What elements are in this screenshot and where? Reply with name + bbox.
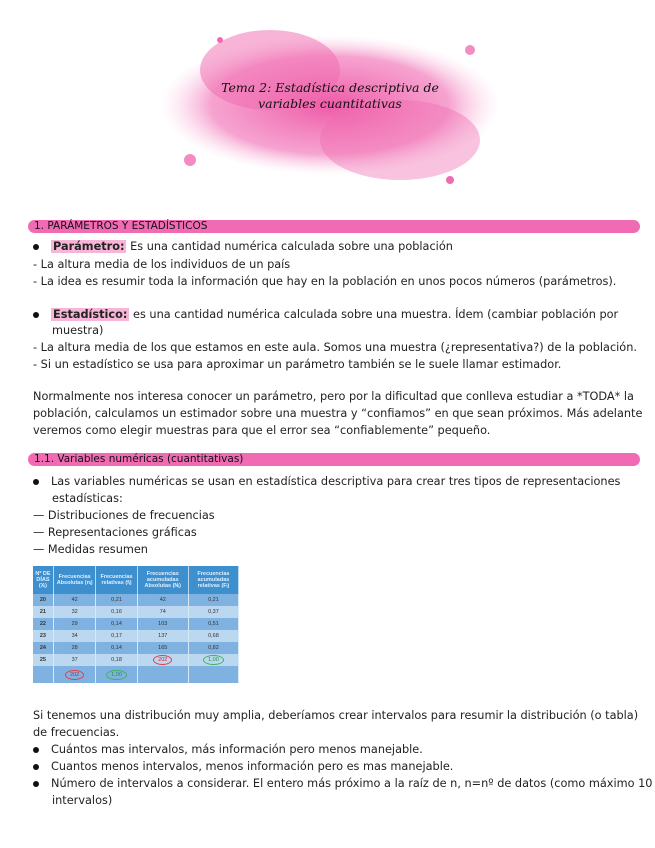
table-row: [33, 654, 239, 666]
bullet-icon: [33, 244, 39, 250]
table-cell: [188, 654, 238, 666]
header-cell: Frecuencias acumuladas Absolutas (Nᵢ): [137, 566, 188, 594]
document-title: [180, 80, 480, 112]
table-cell: 0,14: [96, 642, 137, 654]
bullet-icon: [33, 747, 39, 753]
table-cell: 0,51: [188, 618, 238, 630]
bullet-text: Cuantos menos intervalos, menos información pero es mas manejable.: [51, 760, 454, 773]
total-ni: 202: [65, 670, 84, 680]
text-line: - Si un estadístico se usa para aproximar un parámetro también se le suele llamar estimador.: [33, 358, 562, 371]
table-row: [33, 606, 239, 618]
section-heading-1-1: 1.1. Variables numéricas (cuantitativas): [28, 453, 640, 466]
bullet-parametro: [33, 240, 453, 253]
text-line: Si tenemos una distribución muy amplia, deberíamos crear intervalos para resumir la distribución (o tabla): [33, 709, 639, 722]
table-cell: 42: [137, 594, 188, 606]
table-cell: 74: [137, 606, 188, 618]
table-cell: 29: [53, 618, 96, 630]
table-row: [33, 642, 239, 654]
bullet-item: [33, 475, 620, 488]
header-cell: Frecuencias acumuladas relativas (Fᵢ): [188, 566, 238, 594]
text-line: — Distribuciones de frecuencias: [33, 509, 215, 522]
text-line: — Representaciones gráficas: [33, 526, 197, 539]
table-cell: 0,18: [96, 654, 137, 666]
bullet-text: Las variables numéricas se usan en estadística descriptiva para crear tres tipos de representaciones: [51, 475, 621, 488]
table-cell: 137: [137, 630, 188, 642]
table-cell: 32: [53, 606, 96, 618]
table-cell: 103: [137, 618, 188, 630]
table-cell: 25: [33, 654, 53, 666]
section-heading-1: 1. PARÁMETROS Y ESTADÍSTICOS: [28, 220, 640, 233]
text-line: población, calculamos un estimador sobre una muestra y “confiamos” en que sean próximos. Más adelante: [33, 407, 643, 420]
bullet-text: Número de intervalos a considerar. El entero más próximo a la raíz de n, n=nº de datos (como máximo 10: [51, 777, 653, 790]
bullet-item: [33, 777, 653, 790]
bullet-text: Cuántos mas intervalos, más información pero menos manejable.: [51, 743, 423, 756]
circled-value: 202: [153, 655, 172, 665]
total-fi: 1,00: [106, 670, 127, 680]
table-cell: 0,21: [188, 594, 238, 606]
term-estadistico: Estadístico:: [53, 308, 128, 321]
table-cell: 23: [33, 630, 53, 642]
bullet-item: [33, 743, 423, 756]
table-cell: 0,82: [188, 642, 238, 654]
text-line: intervalos): [52, 794, 113, 807]
table-cell: 0,16: [96, 606, 137, 618]
bullet-icon: [33, 764, 39, 770]
table-cell: 0,37: [188, 606, 238, 618]
text-line: Normalmente nos interesa conocer un parámetro, pero por la dificultad que conlleva estudiar a *TODA* la: [33, 390, 634, 403]
table-cell: 22: [33, 618, 53, 630]
table-cell: 21: [33, 606, 53, 618]
table-row: [33, 630, 239, 642]
text-line: estadísticas:: [52, 492, 123, 505]
header-cell: Frecuencias Absolutas (nᵢ): [53, 566, 96, 594]
header-cell: Frecuencias relativas (fᵢ): [96, 566, 137, 594]
text-line: de frecuencias.: [33, 726, 120, 739]
table-cell: 0,17: [96, 630, 137, 642]
table-header: [33, 566, 239, 594]
circled-value: 1,00: [203, 655, 224, 665]
text-line: - La altura media de los individuos de un país: [33, 258, 291, 271]
def-parametro: Es una cantidad numérica calculada sobre una población: [126, 240, 453, 253]
text-line: - La idea es resumir toda la información que hay en la población en unos pocos números (parámetros).: [33, 275, 617, 288]
table-cell: [137, 654, 188, 666]
bullet-icon: [33, 312, 39, 318]
table-cell: 28: [53, 642, 96, 654]
frequency-table: [33, 566, 239, 683]
term-parametro: Parámetro:: [53, 240, 125, 253]
text-line: — Medidas resumen: [33, 543, 148, 556]
text-line: veremos como elegir muestras para que el error sea “confiablemente” pequeño.: [33, 424, 491, 437]
text-line: muestra): [52, 324, 104, 337]
bullet-icon: [33, 781, 39, 787]
text-line: - La altura media de los que estamos en este aula. Somos una muestra (¿representativa?) de la población.: [33, 341, 637, 354]
table-cell: 0,68: [188, 630, 238, 642]
table-cell: 42: [53, 594, 96, 606]
table-cell: 0,21: [96, 594, 137, 606]
title-line-2: variables cuantitativas: [258, 96, 402, 111]
table-cell: 165: [137, 642, 188, 654]
table-row: [33, 618, 239, 630]
bullet-item: [33, 760, 453, 773]
title-line-1: Tema 2: Estadística descriptiva de: [221, 80, 439, 95]
bullet-estadistico: [33, 308, 618, 321]
table-cell: 20: [33, 594, 53, 606]
table-cell: 24: [33, 642, 53, 654]
totals-row: [33, 666, 239, 683]
bullet-icon: [33, 479, 39, 485]
table-row: [33, 594, 239, 606]
header-cell: Nº DE DÍAS (Xᵢ): [33, 566, 53, 594]
table-cell: 34: [53, 630, 96, 642]
table-cell: 0,14: [96, 618, 137, 630]
def-estadistico: es una cantidad numérica calculada sobre una muestra. Ídem (cambiar población por: [129, 308, 619, 321]
table-cell: 37: [53, 654, 96, 666]
